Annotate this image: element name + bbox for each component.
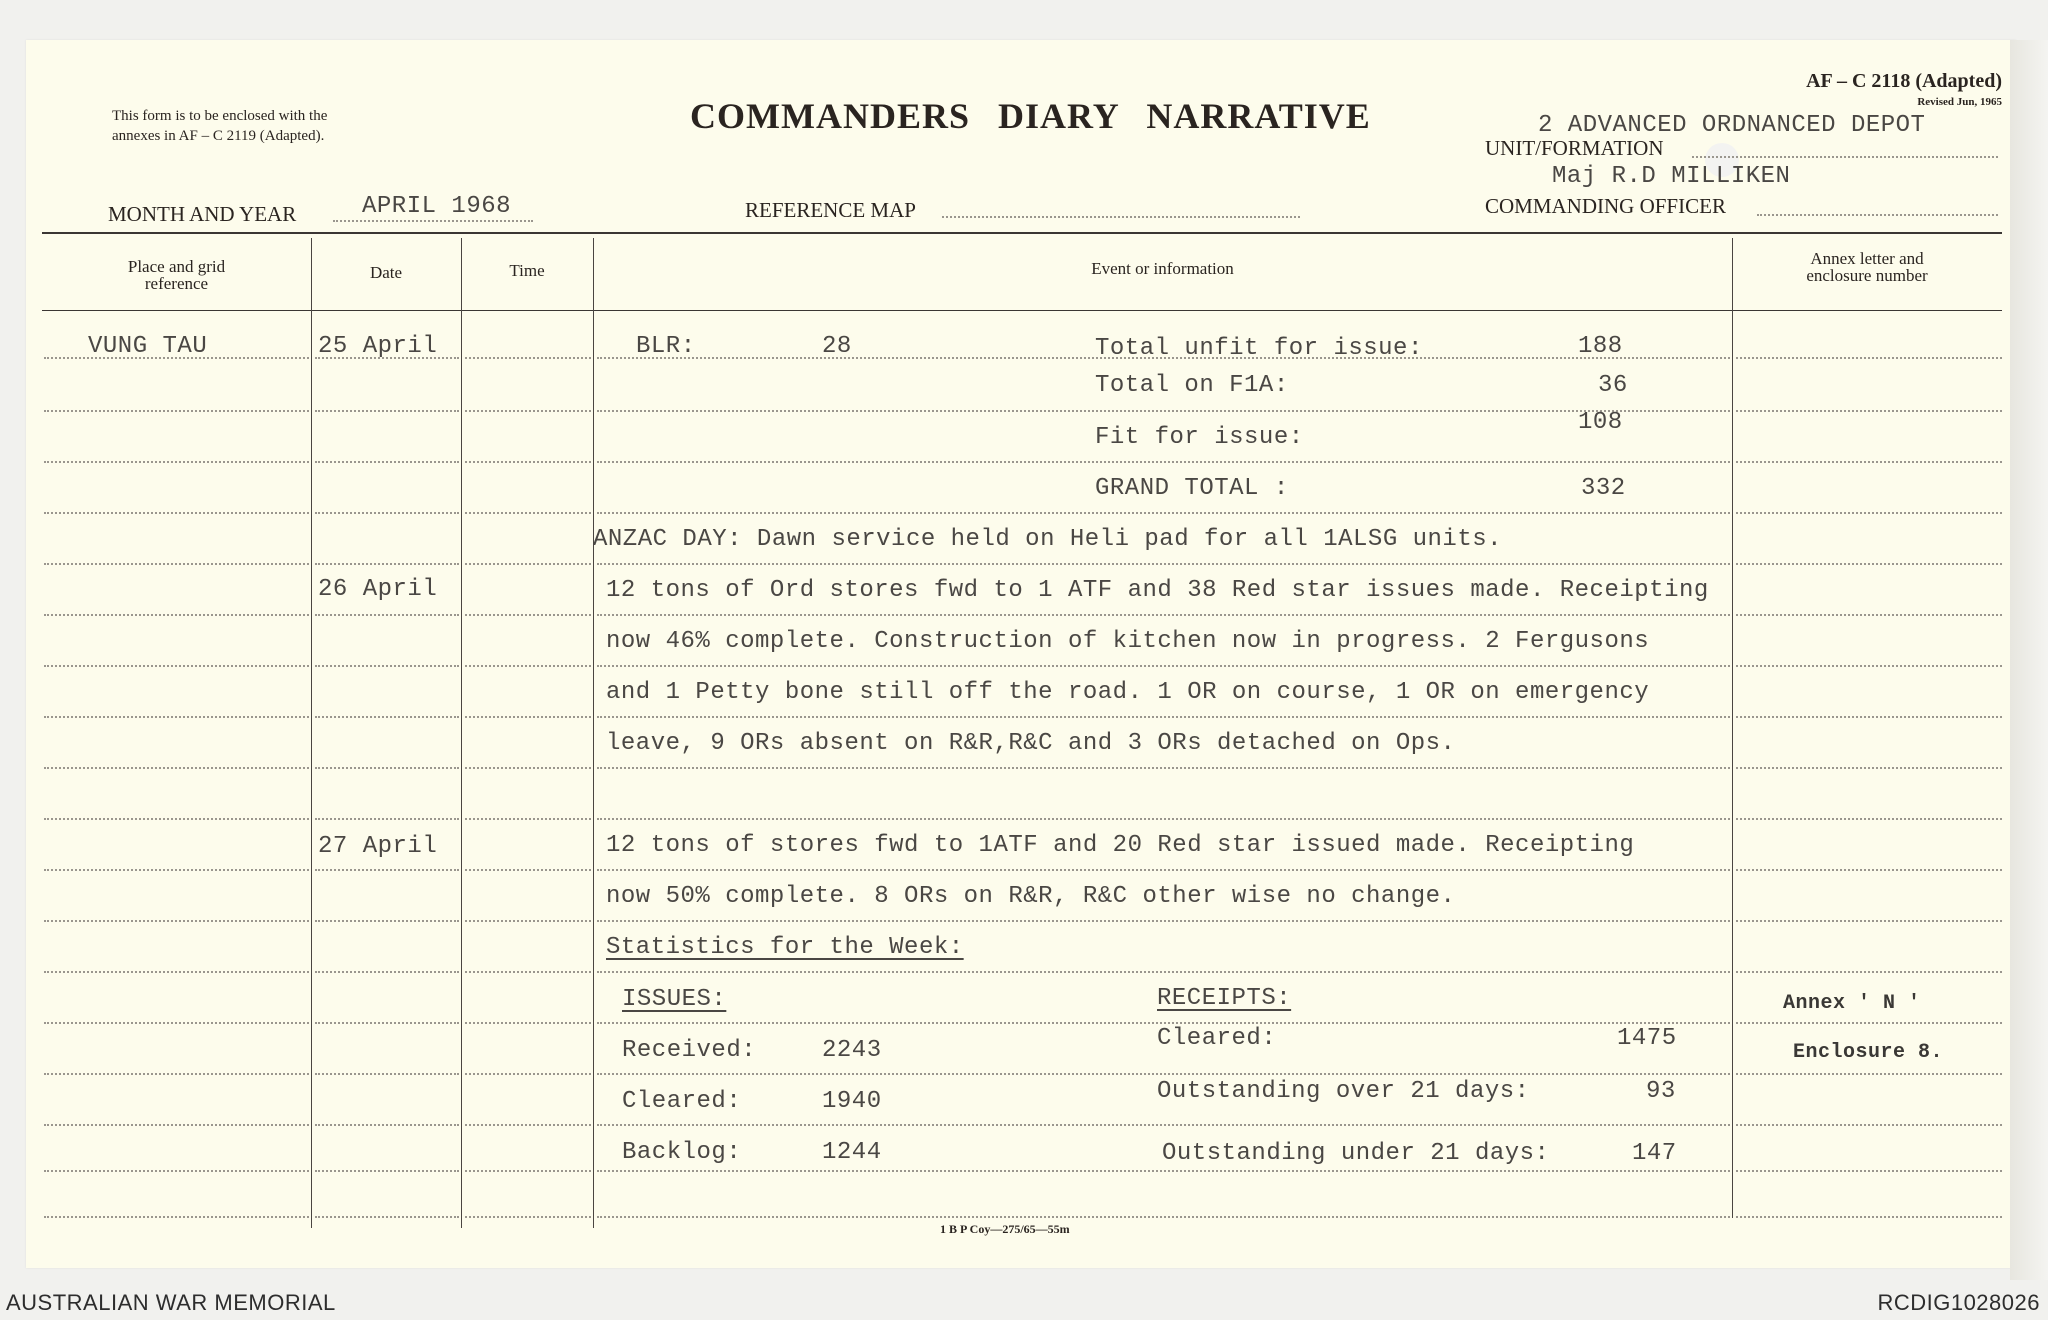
ruled-line xyxy=(597,614,1730,616)
ruled-line xyxy=(315,1073,459,1075)
ruled-line xyxy=(315,920,459,922)
ruled-line xyxy=(315,869,459,871)
stat-label: Total unfit for issue: xyxy=(1095,335,1423,362)
ruled-line xyxy=(597,563,1730,565)
receipt-label: Outstanding over 21 days: xyxy=(1157,1078,1530,1105)
unit-value: 2 ADVANCED ORDNANCED DEPOT xyxy=(1538,112,1926,139)
ruled-line xyxy=(44,563,309,565)
column-header-time: Time xyxy=(509,261,545,280)
column-header-event: Event or information xyxy=(1091,259,1234,278)
stat-value: 108 xyxy=(1578,409,1623,436)
receipt-value: 147 xyxy=(1632,1140,1677,1167)
ruled-line xyxy=(315,767,459,769)
ruled-line xyxy=(465,563,591,565)
ruled-line xyxy=(597,665,1730,667)
entry-line: now 50% complete. 8 ORs on R&R, R&C other wise no change. xyxy=(606,883,1456,910)
ruled-line xyxy=(1736,1216,2002,1218)
ruled-line xyxy=(44,1170,309,1172)
ruled-line xyxy=(465,1073,591,1075)
column-header-annex-line-2: enclosure number xyxy=(1806,266,1928,285)
receipt-label: Outstanding under 21 days: xyxy=(1162,1140,1550,1167)
ruled-line xyxy=(597,869,1730,871)
ruled-line xyxy=(44,818,309,820)
page-edge xyxy=(2010,40,2048,1280)
ruled-line xyxy=(597,1170,1730,1172)
ruled-line xyxy=(1736,461,2002,463)
enclosure-note-line-2: annexes in AF – C 2119 (Adapted). xyxy=(112,128,325,144)
ruled-line xyxy=(465,767,591,769)
ruled-line xyxy=(597,1022,1730,1024)
ruled-line xyxy=(44,410,309,412)
ruled-line xyxy=(1736,410,2002,412)
printer-imprint: 1 B P Coy—275/65—55m xyxy=(940,1222,1070,1236)
ruled-line xyxy=(597,971,1730,973)
column-header-date: Date xyxy=(369,263,403,282)
issues-heading: ISSUES: xyxy=(622,986,727,1013)
ruled-line xyxy=(315,1170,459,1172)
form-number: AF – C 2118 (Adapted) xyxy=(1806,70,2002,92)
ruled-line xyxy=(44,1022,309,1024)
ruled-line xyxy=(1736,1073,2002,1075)
ruled-line xyxy=(44,1073,309,1075)
ruled-line xyxy=(1736,665,2002,667)
ruled-line xyxy=(465,410,591,412)
anzac-day-note: ANZAC DAY: Dawn service held on Heli pad for all 1ALSG units. xyxy=(593,526,1503,553)
archive-institution: AUSTRALIAN WAR MEMORIAL xyxy=(6,1290,336,1315)
ruled-line xyxy=(1736,920,2002,922)
entry-date-25-april: 25 April xyxy=(318,333,438,360)
entry-line: and 1 Petty bone still off the road. 1 OR on course, 1 OR on emergency xyxy=(606,679,1650,706)
ruled-line xyxy=(315,818,459,820)
ruled-line xyxy=(597,1216,1730,1218)
ruled-line xyxy=(465,1124,591,1126)
ruled-line xyxy=(315,1216,459,1218)
ruled-line xyxy=(44,869,309,871)
enclosure-note-line-1: This form is to be enclosed with the xyxy=(112,108,328,124)
archive-reference: RCDIG1028026 xyxy=(1877,1290,2040,1315)
ruled-line xyxy=(315,716,459,718)
ruled-line xyxy=(44,512,309,514)
ruled-line xyxy=(315,971,459,973)
ruled-line xyxy=(465,920,591,922)
ruled-line xyxy=(1736,869,2002,871)
ruled-line xyxy=(1736,614,2002,616)
ruled-line xyxy=(315,1022,459,1024)
ruled-line xyxy=(597,767,1730,769)
ruled-line xyxy=(597,1124,1730,1126)
ruled-line xyxy=(465,1216,591,1218)
commanding-officer-value: Maj R.D MILLIKEN xyxy=(1552,163,1791,190)
commanding-officer-label: COMMANDING OFFICER xyxy=(1485,194,1726,218)
blr-label: BLR: xyxy=(636,333,696,360)
ruled-line xyxy=(597,512,1730,514)
ruled-line xyxy=(597,716,1730,718)
ruled-line xyxy=(597,818,1730,820)
ruled-line xyxy=(465,818,591,820)
ruled-line xyxy=(44,971,309,973)
ruled-line xyxy=(315,614,459,616)
ruled-line xyxy=(315,665,459,667)
ruled-line xyxy=(597,920,1730,922)
enclosure-note xyxy=(112,106,327,146)
ruled-line xyxy=(1736,357,2002,359)
entry-line: now 46% complete. Construction of kitchen now in progress. 2 Fergusons xyxy=(606,628,1650,655)
ruled-line xyxy=(315,461,459,463)
receipt-value: 1475 xyxy=(1617,1025,1677,1052)
ruled-line xyxy=(1736,1170,2002,1172)
ruled-line xyxy=(1736,767,2002,769)
ruled-line xyxy=(465,357,591,359)
ruled-line xyxy=(465,869,591,871)
entry-line: 12 tons of Ord stores fwd to 1 ATF and 38 Red star issues made. Receipting xyxy=(606,577,1709,604)
ruled-line xyxy=(465,614,591,616)
ruled-line xyxy=(465,512,591,514)
ruled-line xyxy=(597,461,1730,463)
ruled-line xyxy=(465,971,591,973)
ruled-line xyxy=(44,716,309,718)
ruled-line xyxy=(44,920,309,922)
ruled-line xyxy=(44,1124,309,1126)
column-header-place-line-1: Place and grid xyxy=(127,257,226,276)
issue-label: Backlog: xyxy=(622,1139,742,1166)
ruled-line xyxy=(1736,1124,2002,1126)
ruled-line xyxy=(44,614,309,616)
column-header-annex xyxy=(1732,250,2002,284)
stat-value: 188 xyxy=(1578,333,1623,360)
issue-label: Cleared: xyxy=(622,1088,742,1115)
ruled-line xyxy=(44,461,309,463)
ruled-line xyxy=(315,512,459,514)
stat-label: GRAND TOTAL : xyxy=(1095,475,1289,502)
ruled-line xyxy=(465,461,591,463)
revised-date: Revised Jun, 1965 xyxy=(1917,96,2002,108)
enclosure-reference: Enclosure 8. xyxy=(1793,1041,1944,1064)
month-year-label: MONTH AND YEAR xyxy=(108,202,297,226)
stat-value: 332 xyxy=(1581,475,1626,502)
receipt-label: Cleared: xyxy=(1157,1025,1277,1052)
receipt-value: 93 xyxy=(1646,1078,1676,1105)
entry-date-27-april: 27 April xyxy=(318,833,438,860)
ruled-line xyxy=(1736,971,2002,973)
ruled-line xyxy=(465,1170,591,1172)
ruled-line xyxy=(315,410,459,412)
issue-value: 1940 xyxy=(822,1088,882,1115)
stat-label: Fit for issue: xyxy=(1095,424,1304,451)
entry-date-26-april: 26 April xyxy=(318,576,438,603)
column-header-place-line-2: reference xyxy=(144,274,209,293)
ruled-line xyxy=(597,410,1730,412)
ruled-line xyxy=(315,1124,459,1126)
ruled-line xyxy=(44,1216,309,1218)
issue-value: 2243 xyxy=(822,1037,882,1064)
ruled-line xyxy=(465,665,591,667)
stat-value: 36 xyxy=(1598,372,1628,399)
ruled-line xyxy=(1736,563,2002,565)
entry-line: leave, 9 ORs absent on R&R,R&C and 3 ORs detached on Ops. xyxy=(606,730,1456,757)
place-value: VUNG TAU xyxy=(88,333,208,360)
issue-label: Received: xyxy=(622,1037,757,1064)
ruled-line xyxy=(44,767,309,769)
ruled-line xyxy=(44,665,309,667)
blr-value: 28 xyxy=(822,333,852,360)
ruled-line xyxy=(1736,1022,2002,1024)
receipts-heading: RECEIPTS: xyxy=(1157,985,1292,1012)
page-title: COMMANDERS DIARY NARRATIVE xyxy=(690,96,1371,136)
entry-line: 12 tons of stores fwd to 1ATF and 20 Red star issued made. Receipting xyxy=(606,832,1635,859)
column-header-place xyxy=(42,258,311,292)
issue-value: 1244 xyxy=(822,1139,882,1166)
ruled-line xyxy=(1736,818,2002,820)
ruled-line xyxy=(1736,716,2002,718)
reference-map-label: REFERENCE MAP xyxy=(745,198,916,222)
unit-label: UNIT/FORMATION xyxy=(1485,136,1664,160)
ruled-line xyxy=(1736,512,2002,514)
annex-reference: Annex ' N ' xyxy=(1783,992,1921,1015)
column-header-annex-line-1: Annex letter and xyxy=(1810,249,1924,268)
statistics-heading: Statistics for the Week: xyxy=(606,934,964,961)
stat-label: Total on F1A: xyxy=(1095,372,1289,399)
ruled-line xyxy=(315,563,459,565)
month-year-value: APRIL 1968 xyxy=(362,193,512,220)
ruled-line xyxy=(465,1022,591,1024)
ruled-line xyxy=(465,716,591,718)
ruled-line xyxy=(597,1073,1730,1075)
